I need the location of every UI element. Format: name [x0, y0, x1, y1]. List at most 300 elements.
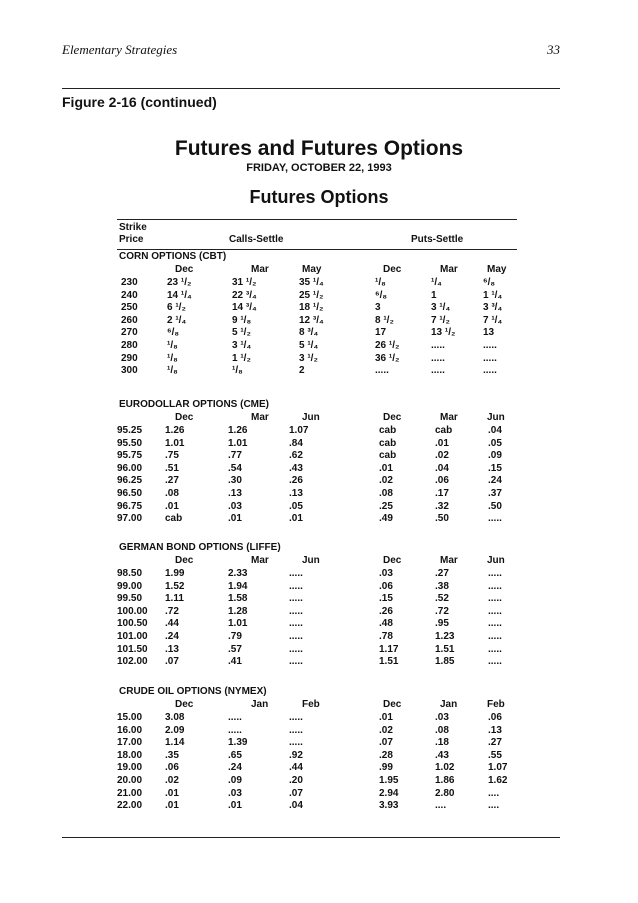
put-settle-cell: 1 — [431, 289, 437, 301]
month-label: Dec — [175, 412, 194, 423]
call-settle-cell: ¹/₈ — [232, 365, 243, 377]
put-settle-cell: .27 — [488, 737, 502, 749]
put-settle-cell: 1.86 — [435, 775, 455, 786]
strike-price-cell: 18.00 — [117, 749, 143, 761]
call-settle-cell: .06 — [165, 762, 179, 774]
call-settle-cell: .24 — [228, 762, 242, 774]
call-settle-cell: 22 ³/₄ — [232, 289, 257, 301]
call-settle-cell: 5 ¹/₂ — [232, 327, 251, 339]
put-settle-cell: .08 — [435, 724, 449, 736]
strike-price-cell: 16.00 — [117, 724, 143, 736]
put-settle-cell: 2.80 — [435, 787, 455, 799]
call-settle-cell: .08 — [165, 488, 179, 499]
put-settle-cell: ..... — [488, 568, 502, 579]
put-settle-cell: .02 — [379, 475, 393, 487]
call-settle-cell: .01 — [228, 513, 242, 525]
call-settle-cell: ¹/₈ — [167, 365, 178, 377]
strike-price-cell: 95.50 — [117, 437, 143, 449]
month-label: Jan — [440, 699, 458, 710]
put-settle-cell: ..... — [483, 365, 497, 377]
put-settle-cell: 17 — [375, 327, 387, 339]
put-settle-cell: .15 — [488, 462, 502, 474]
running-title: Elementary Strategies — [62, 42, 178, 57]
table-row — [117, 501, 517, 514]
month-label: Dec — [175, 699, 194, 710]
table-row — [117, 644, 517, 657]
put-settle-cell: ..... — [431, 340, 445, 351]
put-settle-cell: 13 — [483, 327, 495, 339]
call-settle-cell: 1.52 — [165, 580, 185, 592]
put-settle-cell: ¹/₄ — [431, 277, 442, 288]
table-row — [117, 725, 517, 738]
strike-price-cell: 280 — [121, 340, 138, 351]
put-settle-cell: .48 — [379, 618, 393, 630]
table-row — [117, 365, 517, 378]
call-settle-cell: ..... — [289, 580, 303, 592]
section-title: CRUDE OIL OPTIONS (NYMEX) — [119, 686, 267, 697]
figure-label: Figure 2-16 (continued) — [62, 94, 217, 110]
put-settle-cell: .03 — [379, 568, 393, 579]
table-row — [117, 327, 517, 340]
call-settle-cell: .26 — [289, 475, 303, 487]
call-settle-cell: .03 — [228, 787, 242, 799]
table-row — [117, 788, 517, 801]
put-settle-cell: .55 — [488, 749, 502, 761]
table-row — [117, 450, 517, 463]
put-settle-cell: 1 ¹/₄ — [483, 289, 503, 301]
put-settle-cell: .02 — [435, 450, 449, 462]
put-settle-cell: .49 — [379, 513, 393, 525]
table-row — [117, 353, 517, 366]
strike-price-cell: 100.50 — [117, 618, 148, 630]
call-settle-cell: 8 ³/₄ — [299, 327, 319, 339]
header-rule — [62, 88, 560, 89]
call-settle-cell: ¹/₈ — [167, 340, 178, 351]
put-settle-cell: 3 — [375, 302, 381, 314]
put-settle-cell: .72 — [435, 605, 449, 617]
put-settle-cell: .05 — [488, 437, 502, 449]
put-settle-cell: .24 — [488, 475, 502, 487]
put-settle-cell: ..... — [483, 352, 497, 364]
month-label: Jun — [487, 412, 505, 423]
call-settle-cell: .01 — [165, 787, 179, 799]
strike-header-line1: Strike — [119, 222, 147, 233]
put-settle-cell: cab — [379, 437, 397, 449]
put-settle-cell: 7 ¹/₂ — [431, 314, 450, 326]
strike-price-cell: 96.00 — [117, 462, 143, 474]
table-row — [117, 656, 517, 669]
section-title: CORN OPTIONS (CBT) — [119, 251, 227, 262]
put-settle-cell: .28 — [379, 749, 393, 761]
put-settle-cell: .26 — [379, 605, 393, 617]
put-settle-cell: .99 — [379, 762, 393, 774]
put-settle-cell: .09 — [488, 450, 502, 462]
put-settle-cell: .06 — [435, 475, 449, 487]
table-row — [117, 290, 517, 303]
call-settle-cell: .13 — [165, 643, 179, 655]
footer-rule — [62, 837, 560, 838]
put-settle-cell: ..... — [488, 618, 502, 630]
month-label: Jun — [302, 412, 320, 423]
put-settle-cell: 1.85 — [435, 656, 455, 668]
call-settle-cell: ..... — [289, 724, 303, 736]
section-title: GERMAN BOND OPTIONS (LIFFE) — [119, 542, 281, 553]
month-header-row — [117, 264, 517, 277]
put-settle-cell: .37 — [488, 488, 502, 499]
call-settle-cell: 5 ¹/₄ — [299, 340, 319, 351]
call-settle-cell: 1 ¹/₂ — [232, 352, 251, 364]
call-settle-cell: 3 ¹/₄ — [232, 340, 252, 351]
call-settle-cell: 1.94 — [228, 580, 248, 592]
table-row — [117, 463, 517, 476]
table-row — [117, 775, 517, 788]
strike-price-cell: 260 — [121, 314, 138, 326]
put-settle-cell: ..... — [488, 643, 502, 655]
strike-price-cell: 21.00 — [117, 787, 143, 799]
table-row — [117, 606, 517, 619]
put-settle-cell: .50 — [488, 500, 502, 512]
table-row — [117, 438, 517, 451]
strike-price-cell: 95.25 — [117, 425, 143, 436]
put-settle-cell: 3 ³/₄ — [483, 302, 503, 314]
call-settle-cell: .09 — [228, 775, 242, 786]
table-row — [117, 425, 517, 438]
put-settle-cell: 7 ¹/₄ — [483, 314, 503, 326]
put-settle-cell: ..... — [488, 513, 502, 525]
call-settle-cell: 3 ¹/₂ — [299, 352, 318, 364]
call-settle-cell: .01 — [289, 513, 303, 525]
month-header-row — [117, 412, 517, 425]
strike-price-cell: 250 — [121, 302, 138, 314]
put-settle-cell: .32 — [435, 500, 449, 512]
put-settle-cell: .06 — [379, 580, 393, 592]
call-settle-cell: cab — [165, 513, 183, 525]
put-settle-cell: ..... — [431, 365, 445, 377]
put-settle-cell: ..... — [488, 605, 502, 617]
table-row — [117, 737, 517, 750]
call-settle-cell: 23 ¹/₂ — [167, 277, 192, 288]
call-settle-cell: .03 — [228, 500, 242, 512]
call-settle-cell: 14 ³/₄ — [232, 302, 257, 314]
strike-price-cell: 240 — [121, 289, 138, 301]
put-settle-cell: 2.94 — [379, 787, 399, 799]
put-settle-cell: .13 — [488, 724, 502, 736]
strike-header — [119, 222, 147, 246]
call-settle-cell: 1.58 — [228, 593, 248, 605]
put-settle-cell: 1.07 — [488, 762, 508, 774]
strike-price-cell: 290 — [121, 352, 138, 364]
month-label: Dec — [383, 412, 402, 423]
month-label: Jun — [487, 555, 505, 566]
call-settle-cell: .27 — [165, 475, 179, 487]
strike-price-cell: 300 — [121, 365, 138, 377]
month-label: Dec — [175, 264, 194, 275]
call-settle-cell: ..... — [289, 568, 303, 579]
put-settle-cell: ⁶/₈ — [375, 289, 388, 301]
call-settle-cell: ..... — [289, 618, 303, 630]
call-settle-cell: .01 — [165, 500, 179, 512]
call-settle-cell: 18 ¹/₂ — [299, 302, 324, 314]
call-settle-cell: 2.09 — [165, 724, 185, 736]
call-settle-cell: .65 — [228, 749, 242, 761]
call-settle-cell: 1.07 — [289, 425, 309, 436]
call-settle-cell: .04 — [289, 800, 303, 812]
call-settle-cell: ..... — [289, 605, 303, 617]
call-settle-cell: 6 ¹/₂ — [167, 302, 186, 314]
put-settle-cell: 1.62 — [488, 775, 508, 786]
strike-price-cell: 230 — [121, 277, 138, 288]
put-settle-cell: .01 — [435, 437, 449, 449]
puts-header: Puts-Settle — [411, 234, 464, 245]
call-settle-cell: .07 — [165, 656, 179, 668]
put-settle-cell: .03 — [435, 712, 449, 723]
month-label: Mar — [440, 555, 458, 566]
strike-price-cell: 101.50 — [117, 643, 148, 655]
put-settle-cell: .78 — [379, 631, 393, 642]
call-settle-cell: .30 — [228, 475, 242, 487]
call-settle-cell: .44 — [289, 762, 303, 774]
strike-price-cell: 98.50 — [117, 568, 143, 579]
month-header-row — [117, 699, 517, 712]
call-settle-cell: 31 ¹/₂ — [232, 277, 257, 288]
table-row — [117, 618, 517, 631]
month-label: Feb — [487, 699, 505, 710]
put-settle-cell: .15 — [379, 593, 393, 605]
call-settle-cell: .05 — [289, 500, 303, 512]
call-settle-cell: .51 — [165, 462, 179, 474]
call-settle-cell: 9 ¹/₈ — [232, 314, 252, 326]
month-label: Dec — [175, 555, 194, 566]
put-settle-cell: .50 — [435, 513, 449, 525]
month-label: Mar — [440, 412, 458, 423]
call-settle-cell: 1.11 — [165, 593, 184, 605]
table-header-rule — [117, 249, 517, 250]
put-settle-cell: 1.02 — [435, 762, 455, 774]
put-settle-cell: .04 — [488, 425, 502, 436]
strike-price-cell: 22.00 — [117, 800, 143, 812]
put-settle-cell: .... — [435, 800, 447, 812]
call-settle-cell: .54 — [228, 462, 242, 474]
month-label: Mar — [251, 264, 269, 275]
call-settle-cell: 2 ¹/₄ — [167, 314, 187, 326]
call-settle-cell: .44 — [165, 618, 179, 630]
put-settle-cell: .52 — [435, 593, 449, 605]
call-settle-cell: 1.26 — [165, 425, 185, 436]
table-row — [117, 475, 517, 488]
call-settle-cell: ⁶/₈ — [167, 327, 180, 339]
page-title: Futures and Futures Options — [174, 137, 464, 160]
call-settle-cell: 1.01 — [165, 437, 185, 449]
table-row — [117, 315, 517, 328]
call-settle-cell: 1.39 — [228, 737, 248, 749]
put-settle-cell: 1.51 — [435, 643, 455, 655]
put-settle-cell: cab — [435, 425, 453, 436]
strike-price-cell: 101.00 — [117, 631, 148, 642]
call-settle-cell: ..... — [289, 631, 303, 642]
put-settle-cell: .25 — [379, 500, 393, 512]
call-settle-cell: .92 — [289, 749, 303, 761]
month-label: Mar — [251, 555, 269, 566]
call-settle-cell: .72 — [165, 605, 179, 617]
month-label: Feb — [302, 699, 320, 710]
strike-price-cell: 95.75 — [117, 450, 143, 462]
call-settle-cell: ¹/₈ — [167, 352, 178, 364]
put-settle-cell: 26 ¹/₂ — [375, 340, 400, 351]
call-settle-cell: .79 — [228, 631, 242, 642]
strike-price-cell: 19.00 — [117, 762, 143, 774]
call-settle-cell: 1.28 — [228, 605, 248, 617]
strike-price-cell: 99.00 — [117, 580, 143, 592]
put-settle-cell: .06 — [488, 712, 502, 723]
call-settle-cell: 3.08 — [165, 712, 185, 723]
put-settle-cell: .07 — [379, 737, 393, 749]
put-settle-cell: ..... — [488, 656, 502, 668]
strike-price-cell: 96.25 — [117, 475, 143, 487]
call-settle-cell: ..... — [289, 643, 303, 655]
table-row — [117, 581, 517, 594]
strike-price-cell: 96.50 — [117, 488, 143, 499]
call-settle-cell: 1.99 — [165, 568, 185, 579]
table-top-rule — [117, 219, 517, 220]
strike-price-cell: 20.00 — [117, 775, 143, 786]
put-settle-cell: 3 ¹/₄ — [431, 302, 451, 314]
put-settle-cell: ..... — [375, 365, 389, 377]
table-row — [117, 750, 517, 763]
call-settle-cell: .24 — [165, 631, 179, 642]
call-settle-cell: .57 — [228, 643, 242, 655]
call-settle-cell: 12 ³/₄ — [299, 314, 324, 326]
put-settle-cell: .... — [488, 800, 500, 812]
strike-price-cell: 100.00 — [117, 605, 148, 617]
month-header-row — [117, 555, 517, 568]
put-settle-cell: 1.51 — [379, 656, 399, 668]
call-settle-cell: .41 — [228, 656, 242, 668]
put-settle-cell: ..... — [488, 631, 502, 642]
call-settle-cell: ..... — [289, 712, 303, 723]
put-settle-cell: ..... — [488, 580, 502, 592]
strike-price-cell: 102.00 — [117, 656, 148, 668]
call-settle-cell: 1.14 — [165, 737, 185, 749]
month-label: May — [302, 264, 322, 275]
strike-price-cell: 96.75 — [117, 500, 143, 512]
month-label: Dec — [383, 555, 402, 566]
call-settle-cell: 1.01 — [228, 618, 248, 630]
strike-price-cell: 17.00 — [117, 737, 143, 749]
put-settle-cell: .27 — [435, 568, 449, 579]
put-settle-cell: 1.95 — [379, 775, 399, 786]
page-number: 33 — [547, 42, 560, 57]
put-settle-cell: ..... — [488, 593, 502, 605]
call-settle-cell: .01 — [228, 800, 242, 812]
page-date: FRIDAY, OCTOBER 22, 1993 — [246, 162, 392, 174]
put-settle-cell: 13 ¹/₂ — [431, 327, 456, 339]
put-settle-cell: ..... — [431, 352, 445, 364]
call-settle-cell: .20 — [289, 775, 303, 786]
call-settle-cell: .02 — [165, 775, 179, 786]
strike-price-cell: 99.50 — [117, 593, 143, 605]
month-label: Mar — [440, 264, 458, 275]
table-row — [117, 762, 517, 775]
call-settle-cell: .35 — [165, 749, 179, 761]
call-settle-cell: .43 — [289, 462, 303, 474]
call-settle-cell: .01 — [165, 800, 179, 812]
call-settle-cell: 25 ¹/₂ — [299, 289, 324, 301]
put-settle-cell: .08 — [379, 488, 393, 499]
call-settle-cell: ..... — [228, 724, 242, 736]
call-settle-cell: 2.33 — [228, 568, 248, 579]
call-settle-cell: 1.26 — [228, 425, 248, 436]
call-settle-cell: .84 — [289, 437, 303, 449]
put-settle-cell: cab — [379, 450, 397, 462]
put-settle-cell: 8 ¹/₂ — [375, 314, 394, 326]
call-settle-cell: 35 ¹/₄ — [299, 277, 324, 288]
put-settle-cell: .02 — [379, 724, 393, 736]
month-label: Mar — [251, 412, 269, 423]
call-settle-cell: 14 ¹/₄ — [167, 289, 192, 301]
table-row — [117, 631, 517, 644]
put-settle-cell: .17 — [435, 488, 449, 499]
page-subtitle: Futures Options — [249, 187, 389, 207]
table-row — [117, 800, 517, 813]
put-settle-cell: .95 — [435, 618, 449, 630]
calls-header: Calls-Settle — [229, 234, 284, 245]
table-row — [117, 340, 517, 353]
put-settle-cell: ..... — [483, 340, 497, 351]
put-settle-cell: .18 — [435, 737, 449, 749]
call-settle-cell: ..... — [228, 712, 242, 723]
call-settle-cell: 1.01 — [228, 437, 248, 449]
table-row — [117, 568, 517, 581]
strike-price-cell: 270 — [121, 327, 138, 339]
call-settle-cell: .13 — [228, 488, 242, 499]
month-label: Dec — [383, 699, 402, 710]
strike-price-cell: 97.00 — [117, 513, 143, 525]
put-settle-cell: .... — [488, 787, 500, 799]
put-settle-cell: 1.23 — [435, 631, 455, 642]
put-settle-cell: .43 — [435, 749, 449, 761]
put-settle-cell: .01 — [379, 712, 393, 723]
call-settle-cell: .75 — [165, 450, 179, 462]
section-title: EURODOLLAR OPTIONS (CME) — [119, 399, 269, 410]
running-header — [62, 42, 560, 60]
put-settle-cell: .04 — [435, 462, 449, 474]
strike-header-line2: Price — [119, 234, 144, 245]
table-row — [117, 277, 517, 290]
put-settle-cell: 1.17 — [379, 643, 399, 655]
table-row — [117, 593, 517, 606]
call-settle-cell: 2 — [299, 365, 305, 377]
put-settle-cell: 36 ¹/₂ — [375, 352, 400, 364]
put-settle-cell: ⁶/₈ — [483, 277, 496, 288]
month-label: Jun — [302, 555, 320, 566]
put-settle-cell: cab — [379, 425, 397, 436]
month-label: Jan — [251, 699, 269, 710]
month-label: May — [487, 264, 507, 275]
call-settle-cell: ..... — [289, 593, 303, 605]
table-row — [117, 712, 517, 725]
put-settle-cell: .38 — [435, 580, 449, 592]
table-row — [117, 302, 517, 315]
month-label: Dec — [383, 264, 402, 275]
table-row — [117, 513, 517, 526]
put-settle-cell: 3.93 — [379, 800, 399, 812]
call-settle-cell: ..... — [289, 737, 303, 749]
put-settle-cell: ¹/₈ — [375, 277, 386, 288]
call-settle-cell: .13 — [289, 488, 303, 499]
call-settle-cell: ..... — [289, 656, 303, 668]
call-settle-cell: .77 — [228, 450, 242, 462]
strike-price-cell: 15.00 — [117, 712, 143, 723]
